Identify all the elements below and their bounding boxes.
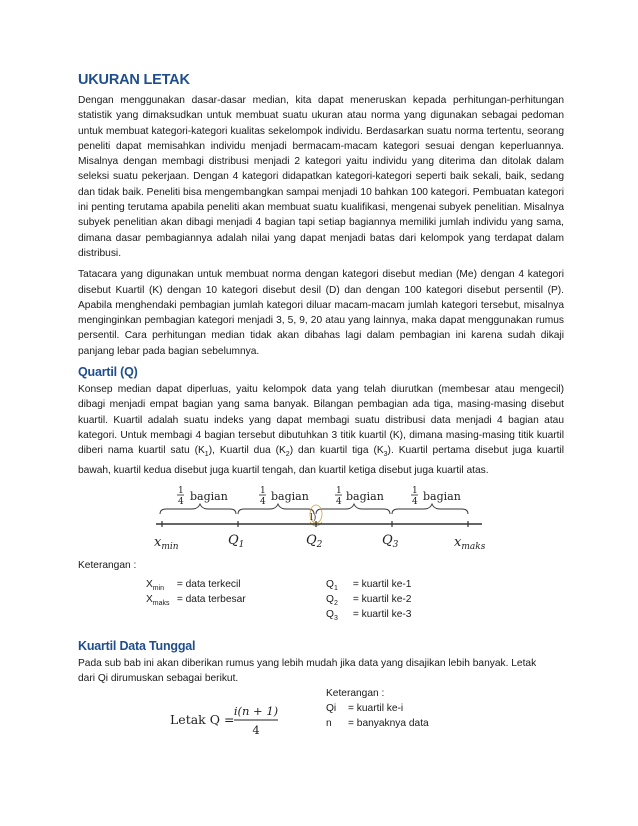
label-xmin: $x_{min}$ <box>154 534 179 552</box>
tunggal-heading: Kuartil Data Tunggal <box>78 638 196 653</box>
keterangan-grid <box>78 577 564 633</box>
formula-keterangan <box>326 686 429 731</box>
fraction-num-1: 1 <box>178 485 184 496</box>
fraction-num-2: 1 <box>260 485 266 496</box>
formula-label: Letak Q = <box>170 712 235 728</box>
formula-denominator: 4 <box>252 723 260 738</box>
ket-q2: $Q_2$ = kuartil ke-2 <box>326 593 412 607</box>
label-q3: $Q_3$ <box>382 532 399 550</box>
quartil-heading: Quartil (Q) <box>78 365 138 380</box>
fraction-den-4: 4 <box>412 496 418 507</box>
formula-ket-title: Keterangan : <box>326 688 385 700</box>
ket-q1: $Q_1$ = kuartil ke-1 <box>326 578 412 592</box>
quartile-diagram-svg <box>78 484 564 554</box>
label-q2: $Q_2$ <box>306 532 323 550</box>
paragraph-quartil: Konsep median dapat diperluas, yaitu kelompok data yang telah diurutkan (membesar atau mengecil) dibagi menjadi empat bagian yang sama banyak. Bilangan pembagian ada tiga, masing-masing disebut kuartil. Kuartil adalah suatu indeks yang dapat membagi suatu distribusi data menjadi 4 bagian atau kategori. Untuk membagi 4 bagian tersebut dibutuhkan 3 titik kuartil (K), dimana masing-masing titik kuartil diberi nama kuartil satu $(K_1)$, Kuartil dua $(K_2)$ dan kuartil tiga $(K_3)$. Kuartil pertama disebut juga kuartil bawah, kuartil kedua disebut juga kuartil tengah, dan kuartil ketiga disebut juga kuartil atas. <box>78 384 564 476</box>
ket-xmin: $X_{min}$ = data terkecil <box>146 578 241 592</box>
brace-1 <box>160 504 236 514</box>
label-q1: $Q_1$ <box>228 532 245 550</box>
fraction-den-1: 4 <box>178 496 184 507</box>
brace-2 <box>238 504 314 514</box>
formula-letak-q <box>170 702 310 745</box>
svg-text:l): l) <box>310 512 317 523</box>
fraction-num-4: 1 <box>412 485 418 496</box>
paragraph-intro: Dengan menggunakan dasar-dasar median, kita dapat meneruskan kepada perhitungan-perhitungan statistik yang dimaksudkan untuk membuat suatu ukuran atau norma yang digunakan sebagai pedoman untuk membuat kategori-kategori kualitas sekelompok individu. Berdasarkan suatu norma tertentu, seorang peneliti dapat memisahkan individu menjadi bermacam-macam kategori sesuai dengan keperluannya. Misalnya dengan membagi distribusi menjadi 2 kategori yaitu individu yang diterima dan ditolak dalam seleksi suatu pekerjaan. Dengan 4 kategori didapatkan kategori-kategori seperti baik sekali, baik, sedang dan tidak baik. Peneliti bisa mengembangkan sampai menjadi 10 bahkan 100 kategori. Pembuatan kategori ini penting terutama apabila peneliti akan membuat suatu kualifikasi, mengenai subyek penelitian. Misalnya subyek penelitian akan dibagi menjadi 4 bagian tapi setiap bagiannya memiliki jumlah individu yang sama, dimana dasar pembagiannya adalah nilai yang dapat menjadi batas dari kelompok yang terdapat dalam distribusi. <box>78 95 564 259</box>
fraction-den-2: 4 <box>260 496 266 507</box>
section-title: UKURAN LETAK <box>78 72 190 88</box>
ket-xmaks: $X_{maks}$ = data terbesar <box>146 593 246 607</box>
segment-label-3: bagian <box>346 489 384 503</box>
segment-label-1: bagian <box>190 489 228 503</box>
paragraph-norma: Tatacara yang digunakan untuk membuat norma dengan kategori disebut median (Me) dengan 4 kategori disebut Kuartil (K) dengan 10 kategori disebut desil (D) dan dengan 100 kategori disebut persentil (P). Apabila menghendaki pembagian jumlah kategori diluar macam-macam jumlah kategori tersebut, misalnya menginginkan pembagian kategori menjadi 3, 5, 9, 20 atau yang lainnya, maka dapat menggunakan rumus persentil. Cara perhitungan median tidak akan dibahas lagi dalam pembagian ini karena sudah dikaji panjang lebar pada bagian sebelumnya. <box>78 269 564 357</box>
quartile-diagram <box>78 484 564 554</box>
ket-q3: $Q_3$ = kuartil ke-3 <box>326 608 412 622</box>
formula-ket-row-n: n = banyaknya data <box>326 718 429 730</box>
formula-block <box>78 686 564 744</box>
label-xmaks: $x_{maks}$ <box>454 534 486 552</box>
segment-label-2: bagian <box>271 489 309 503</box>
document-page <box>78 72 564 744</box>
fraction-den-3: 4 <box>336 496 342 507</box>
brace-3 <box>316 504 390 514</box>
paragraph-tunggal: Pada sub bab ini akan diberikan rumus yang lebih mudah jika data yang disajikan lebih banyak. Letak dari Qi dirumuskan sebagai berikut. <box>78 657 537 685</box>
segment-label-4: bagian <box>423 489 461 503</box>
keterangan-title: Keterangan : <box>78 559 137 571</box>
brace-4 <box>392 504 468 514</box>
fraction-num-3: 1 <box>336 485 342 496</box>
formula-numerator: i(n + 1) <box>233 704 279 719</box>
formula-ket-row-qi: Qi = kuartil ke-i <box>326 703 404 715</box>
